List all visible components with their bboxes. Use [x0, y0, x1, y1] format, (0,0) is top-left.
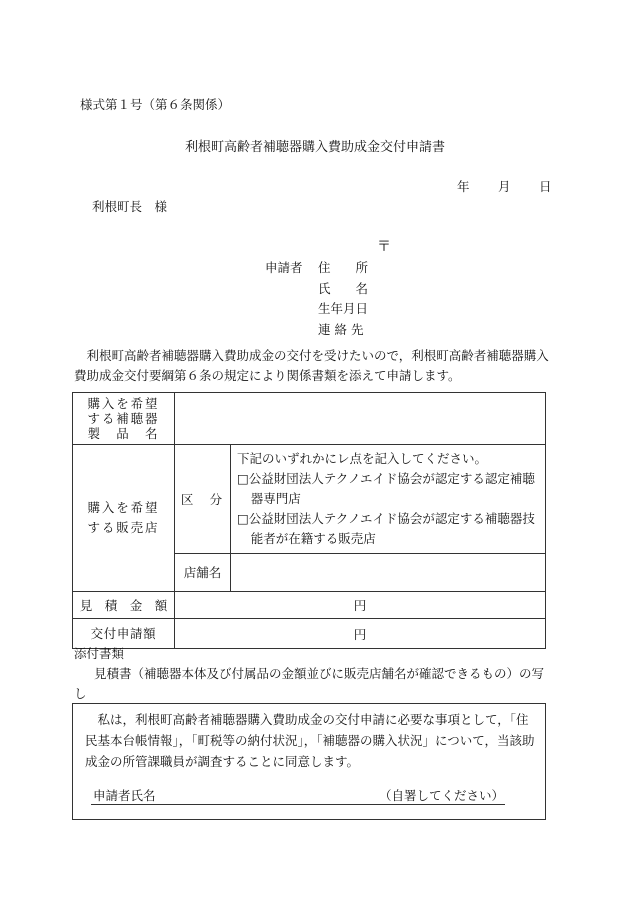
- application-table: [72, 392, 546, 649]
- store-label: 購入を希望 する販売店: [73, 445, 175, 592]
- product-name-field[interactable]: [175, 393, 546, 445]
- date-year-label: 年: [457, 179, 470, 194]
- contact-field-label: 連 絡 先: [318, 322, 364, 337]
- store-name-label: 店舗名: [175, 554, 231, 592]
- date-day-label: 日: [539, 179, 552, 194]
- applicant-label: 申請者: [265, 260, 303, 275]
- grant-amount-label: 交付申請額: [73, 619, 175, 649]
- estimate-amount-label: 見 積 金 額: [73, 592, 175, 619]
- grant-amount-field[interactable]: 円: [175, 619, 546, 649]
- name-field-label: 氏 名: [318, 281, 369, 296]
- application-statement: 利根町高齢者補聴器購入費助成金の交付を受けたいので，利根町高齢者補聴器購入費助成金交付要綱第６条の規定により関係書類を添えて申請します。: [74, 348, 549, 383]
- birthdate-field-label: 生年月日: [318, 301, 369, 316]
- signature-label: 申請者氏名: [93, 788, 156, 803]
- store-name-field[interactable]: [231, 554, 546, 592]
- consent-text: 私は，利根町高齢者補聴器購入費助成金の交付申請に必要な事項として，「住民基本台帳情報」，「町税等の納付状況」，「補聴器の購入状況」について，当該助成金の所管課職員が調査することに同意します。: [85, 712, 535, 769]
- category-options: [231, 445, 546, 554]
- attachments-heading: 添付書類: [74, 646, 125, 661]
- estimate-amount-field[interactable]: 円: [175, 592, 546, 619]
- category-instruction: 下記のいずれかにレ点を記入してください。: [237, 451, 488, 466]
- attachment-item: 見積書（補聴器本体及び付属品の金額並びに販売店舗名が確認できるもの）の写し: [74, 666, 545, 701]
- category-option-certified-store[interactable]: □公益財団法人テクノエイド協会が認定する認定補聴器専門店: [237, 471, 535, 506]
- signature-line[interactable]: [91, 804, 505, 805]
- category-option-technician-store[interactable]: □公益財団法人テクノエイド協会が認定する補聴器技能者が在籍する販売店: [237, 511, 535, 546]
- consent-box: [72, 703, 546, 820]
- signature-note: （自署してください）: [379, 788, 505, 803]
- address-field-label: 住 所: [318, 260, 369, 275]
- form-number: 様式第１号（第６条関係）: [80, 97, 231, 112]
- addressee: 利根町長 様: [92, 199, 168, 214]
- category-label: 区 分: [175, 445, 231, 554]
- page-title: 利根町高齢者補聴器購入費助成金交付申請書: [184, 140, 445, 155]
- date-month-label: 月: [498, 179, 511, 194]
- product-label: 購入を希望 する補聴器 製 品 名: [73, 393, 175, 445]
- postal-mark: 〒: [377, 239, 391, 255]
